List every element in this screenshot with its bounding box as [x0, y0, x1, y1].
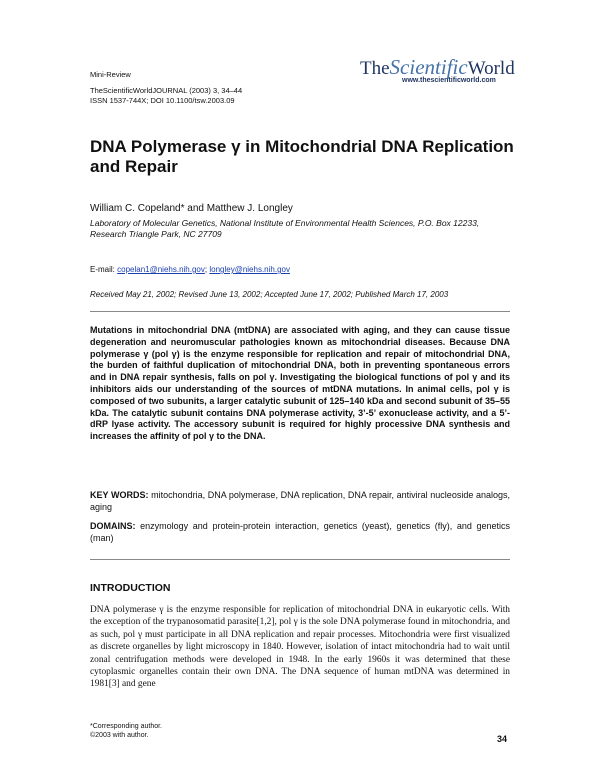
keywords-label: KEY WORDS: [90, 490, 149, 500]
footnotes [90, 722, 162, 740]
domains [90, 520, 510, 544]
email-label: E-mail: [90, 265, 115, 274]
article-type-label: Mini-Review [90, 70, 131, 79]
journal-citation: TheScientificWorldJOURNAL (2003) 3, 34–44 [90, 86, 243, 95]
domains-text: enzymology and protein-protein interaction, genetics (yeast), genetics (fly), and genetics (man) [90, 521, 510, 543]
email-link-copeland[interactable]: copelan1@niehs.nih.gov [117, 265, 205, 274]
authors: William C. Copeland* and Matthew J. Longley [90, 203, 293, 214]
copyright-note: ©2003 with author. [90, 732, 149, 739]
divider-top [90, 311, 510, 312]
divider-bottom [90, 559, 510, 560]
section-heading-introduction: INTRODUCTION [90, 582, 171, 594]
email-line [90, 265, 290, 274]
logo-the: The [360, 58, 390, 79]
logo-scientific: Scientific [389, 55, 468, 79]
journal-reference [90, 86, 242, 106]
logo-world: World [467, 58, 515, 79]
affiliation: Laboratory of Molecular Genetics, National Institute of Environmental Health Sciences, P.O. Box 12233, Research Triangle Park, NC 27709 [90, 218, 480, 239]
logo-url: www.thescientificworld.com [402, 77, 496, 84]
page-number: 34 [497, 734, 508, 744]
introduction-body: DNA polymerase γ is the enzyme responsible for replication of mitochondrial DNA in eukaryotic cells. With the exception of the trypanosomatid parasite[1,2], pol γ is the sole DNA polymerase found in mitochondria, and as such, pol γ must participate in all DNA replication and repair processes. Mitochondria were first visualized as discrete organelles by light microscopy in 1840. However, isolation of intact mitochondria had to wait until zonal centrifugation methods were developed in 1948. In the early 1960s it was determined that these cytoplasmic organelles contain their own DNA. The DNA sequence of human mtDNA was determined in 1981[3] and gene [90, 605, 510, 690]
issn-doi: ISSN 1537-744X; DOI 10.1100/tsw.2003.09 [90, 96, 235, 105]
abstract: Mutations in mitochondrial DNA (mtDNA) are associated with aging, and they can cause tissue degeneration and neuromuscular pathologies known as mitochondrial diseases. Because DNA polymerase γ (pol γ) is the enzyme responsible for replication and repair of mitochondrial DNA, the burden of faithful duplication of mitochondrial DNA, both in preventing spontaneous errors and in DNA repair synthesis, falls on pol γ. Investigating the biological functions of pol γ and its inhibitors aids our understanding of the sources of mtDNA mutations. In animal cells, pol γ is composed of two subunits, a larger catalytic subunit of 125–140 kDa and second subunit of 35–55 kDa. The catalytic subunit contains DNA polymerase activity, 3’-5’ exonuclease activity, and a 5’-dRP lyase activity. The accessory subunit is required for highly processive DNA synthesis and increases the affinity of pol γ to the DNA. [90, 325, 510, 442]
email-separator: ; [204, 265, 208, 274]
domains-label: DOMAINS: [90, 521, 136, 531]
keywords [90, 489, 510, 513]
keywords-text: mitochondria, DNA polymerase, DNA replication, DNA repair, antiviral nucleoside analogs, aging [90, 490, 510, 512]
corresponding-author-note: *Corresponding author. [90, 723, 162, 730]
email-link-longley[interactable]: longley@niehs.nih.gov [209, 265, 290, 274]
article-title: DNA Polymerase γ in Mitochondrial DNA Replication and Repair [90, 137, 514, 176]
journal-logo[interactable] [360, 55, 520, 91]
publication-dates: Received May 21, 2002; Revised June 13, 2002; Accepted June 17, 2002; Published March 17, 2003 [90, 290, 449, 299]
